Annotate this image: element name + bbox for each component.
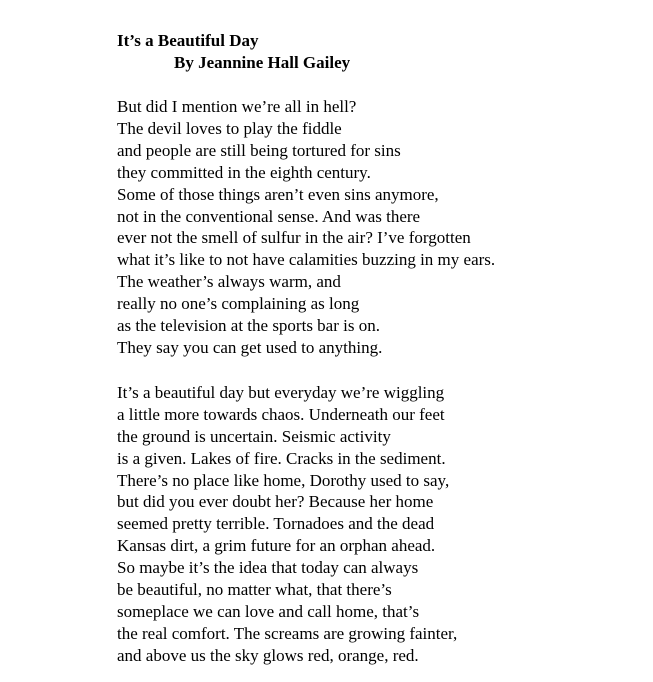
poem-line: So maybe it’s the idea that today can always <box>117 558 419 578</box>
poem-line: they committed in the eighth century. <box>117 162 371 182</box>
stanza-1 <box>117 96 495 359</box>
poem-line: There’s no place like home, Dorothy used to say, <box>117 470 450 490</box>
poem-line: Some of those things aren’t even sins anymore, <box>117 184 439 204</box>
poem-line: the ground is uncertain. Seismic activity <box>117 426 391 446</box>
poem-line: But did I mention we’re all in hell? <box>117 97 357 116</box>
poem-line: what it’s like to not have calamities buzzing in my ears. <box>117 250 496 270</box>
poem-line: The devil loves to play the fiddle <box>117 118 342 138</box>
poem-line: Kansas dirt, a grim future for an orphan ahead. <box>117 536 436 556</box>
poem-line: and people are still being tortured for sins <box>117 140 401 160</box>
poem-line: seemed pretty terrible. Tornadoes and the dead <box>117 514 435 534</box>
poem-line: They say you can get used to anything. <box>117 337 383 357</box>
poem-line: as the television at the sports bar is on. <box>117 316 380 336</box>
poem-document <box>117 30 495 667</box>
poem-line: but did you ever doubt her? Because her home <box>117 492 434 512</box>
poem-line: someplace we can love and call home, that’s <box>117 601 420 621</box>
poem-line: It’s a beautiful day but everyday we’re wiggling <box>117 382 445 402</box>
stanza-2 <box>117 382 495 667</box>
poem-line: really no one’s complaining as long <box>117 294 360 314</box>
poem-line: is a given. Lakes of fire. Cracks in the sediment. <box>117 448 446 468</box>
poem-line: the real comfort. The screams are growing fainter, <box>117 623 458 643</box>
poem-line: be beautiful, no matter what, that there’s <box>117 580 392 600</box>
poem-line: ever not the smell of sulfur in the air? I’ve forgotten <box>117 228 471 248</box>
poem-line: not in the conventional sense. And was there <box>117 206 421 226</box>
poem-byline: By Jeannine Hall Gailey <box>174 53 351 72</box>
poem-line: a little more towards chaos. Underneath our feet <box>117 404 445 424</box>
poem-title: It’s a Beautiful Day <box>117 31 259 50</box>
poem-line: and above us the sky glows red, orange, red. <box>117 645 419 665</box>
poem-line: The weather’s always warm, and <box>117 272 341 292</box>
